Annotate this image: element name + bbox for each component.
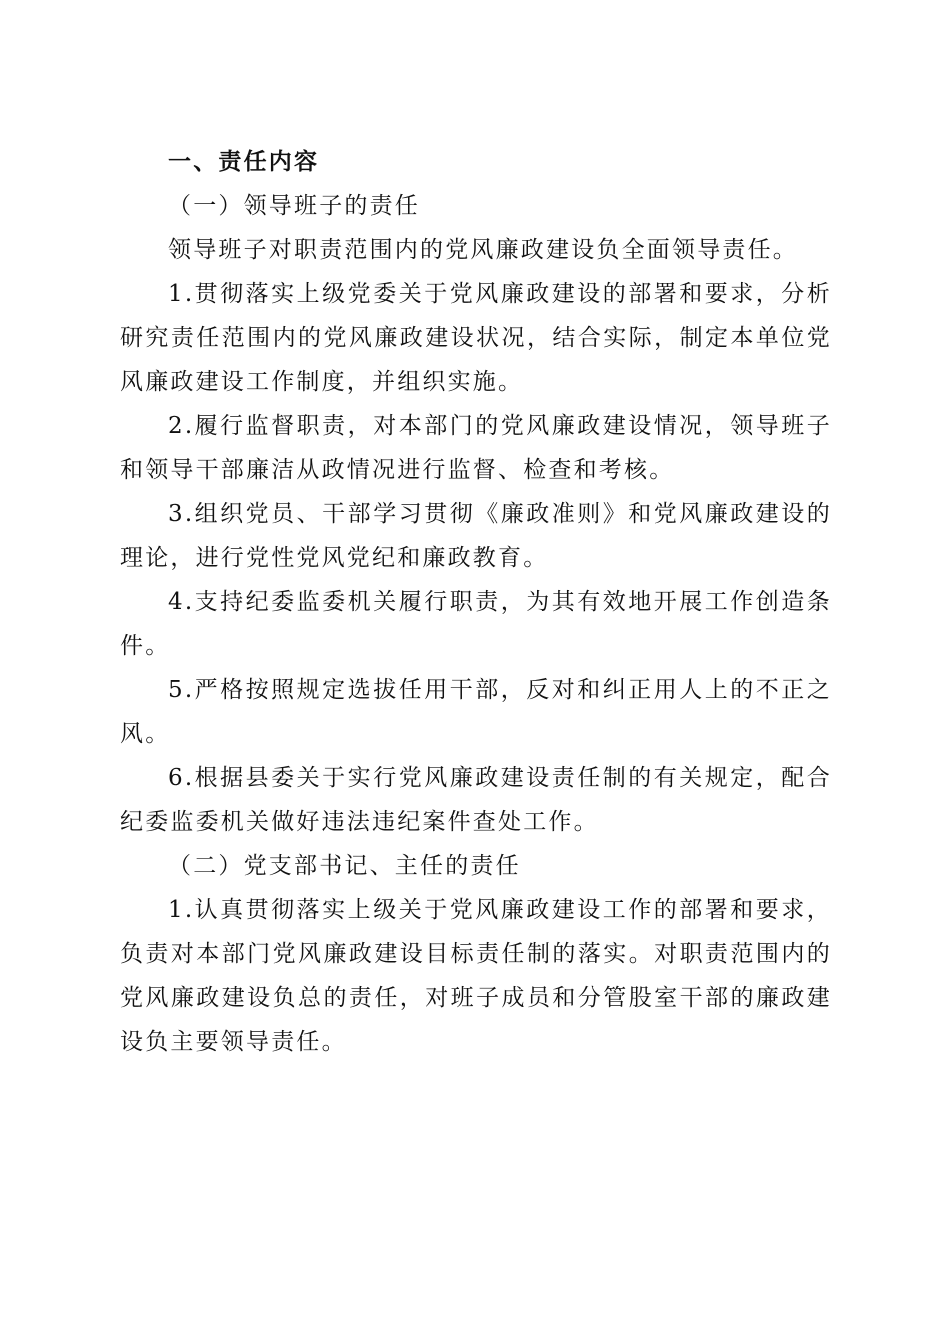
subsection-title-leadership: （一）领导班子的责任 [168, 193, 420, 219]
list-item: 6.根据县委关于实行党风廉政建设责任制的有关规定，配合纪委监委机关做好违法违纪案件查处工作。 [120, 765, 832, 835]
list-item: 3.组织党员、干部学习贯彻《廉政准则》和党风廉政建设的理论，进行党性党风党纪和廉政教育。 [120, 501, 832, 571]
list-item: 1.认真贯彻落实上级关于党风廉政建设工作的部署和要求，负责对本部门党风廉政建设目标责任制的落实。对职责范围内的党风廉政建设负总的责任，对班子成员和分管股室干部的廉政建设负主要领导责任。 [120, 897, 832, 1055]
list-item: 2.履行监督职责，对本部门的党风廉政建设情况，领导班子和领导干部廉洁从政情况进行监督、检查和考核。 [120, 413, 832, 483]
subsection-title-secretary: （二）党支部书记、主任的责任 [168, 853, 521, 879]
section-heading: 一、责任内容 [168, 149, 320, 175]
list-item: 5.严格按照规定选拔任用干部，反对和纠正用人上的不正之风。 [120, 677, 832, 747]
list-item: 4.支持纪委监委机关履行职责，为其有效地开展工作创造条件。 [120, 589, 832, 659]
document-body [120, 140, 832, 1064]
paragraph-intro: 领导班子对职责范围内的党风廉政建设负全面领导责任。 [168, 237, 798, 263]
list-item: 1.贯彻落实上级党委关于党风廉政建设的部署和要求，分析研究责任范围内的党风廉政建设状况，结合实际，制定本单位党风廉政建设工作制度，并组织实施。 [120, 281, 832, 395]
